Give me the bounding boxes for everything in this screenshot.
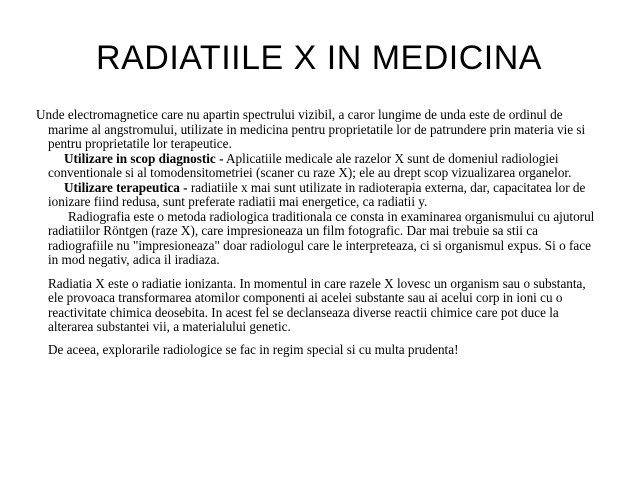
therapeutic-label: Utilizare terapeutica -: [64, 179, 188, 195]
slide-title: RADIATIILE X IN MEDICINA: [96, 39, 542, 77]
diagnostic-paragraph: [36, 152, 602, 181]
diagnostic-label: Utilizare in scop diagnostic -: [64, 150, 224, 166]
ionizing-paragraph: Radiatia X este o radiatie ionizanta. In momentul in care razele X lovesc un organism sau o substanta, ele provoaca transformarea atomilor componenti ai acelei substante sau ai acelui corp in ioni cu o reactivitate chimica deosebita. In acest fel se declanseaza diverse reactii chimice care pot duce la alterarea substantei vii, a materialului genetic.: [48, 275, 586, 334]
slide-body: [36, 108, 602, 357]
therapeutic-text: radiatiile x mai sunt utilizate in radioterapia externa, dar, capacitatea lor de ionizare fiind redusa, sunt preferate radiatii mai energetice, ca radiatii y.: [48, 179, 586, 209]
radiography-text: Radiografia este o metoda radiologica traditionala ce consta in examinarea organismului cu ajutorul radiatiilor Röntgen (raze X), care impresioneaza un film fotografic. Dar mai trebuie sa stii ca radiografiile nu "impresioneaza" doar radiologul care le interpreteaza, ci si organismul expus. Si o face in mod negativ, adica il iradiaza.: [48, 208, 595, 267]
radiography-paragraph: [36, 210, 602, 268]
intro-paragraph: Unde electromagnetice care nu apartin spectrului vizibil, a caror lungime de unda este de ordinul de marime al angstromului, utilizate in medicina pentru proprietatile lor de patrundere prin materia vie si pentru proprietatile lor terapeutice.: [36, 107, 586, 151]
therapeutic-paragraph: [36, 181, 602, 210]
diagnostic-text: Aplicatiile medicale ale razelor X sunt de domeniul radiologiei conventionale si al tomodensitometriei (scaner cu raze X); ele au drept scop vizualizarea organelor.: [48, 150, 572, 180]
conclusion-paragraph: De aceea, explorarile radiologice se fac in regim special si cu multa prudenta!: [48, 341, 459, 357]
